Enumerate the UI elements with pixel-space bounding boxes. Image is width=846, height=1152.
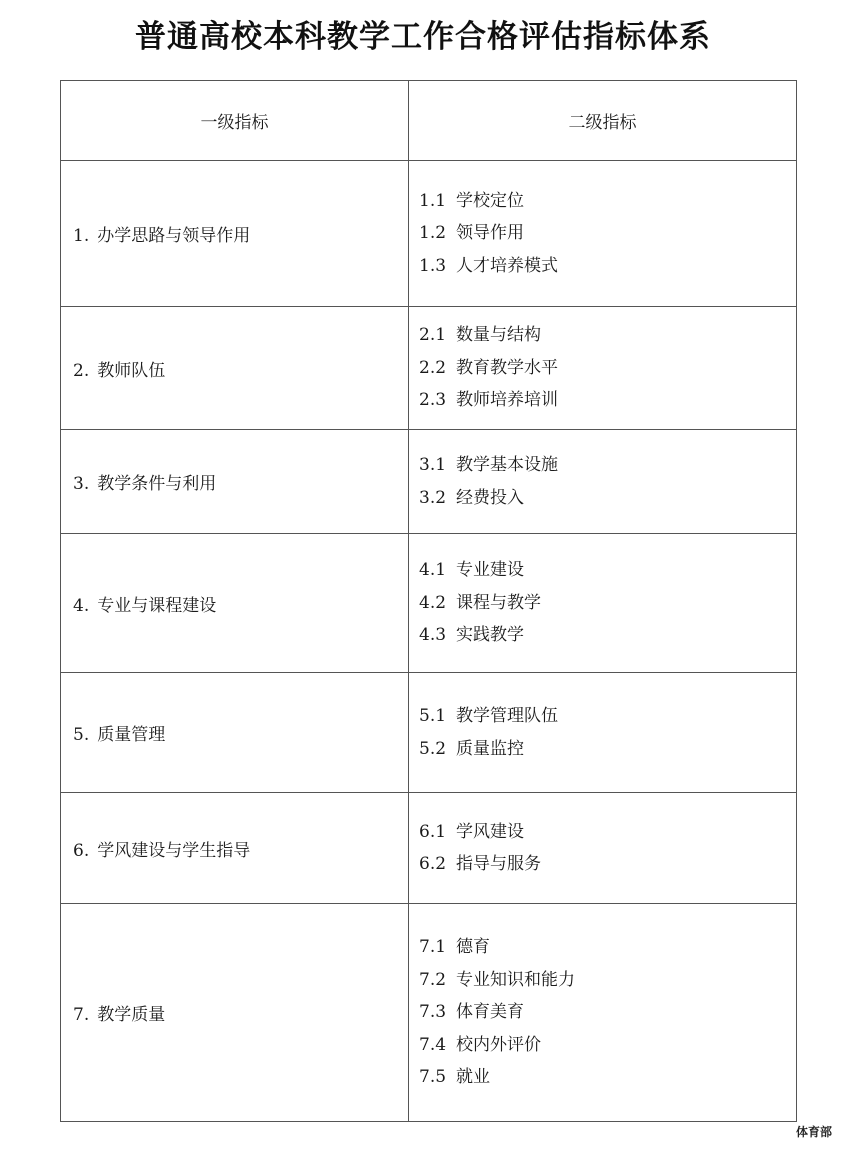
level2-label: 体育美育	[456, 1002, 525, 1023]
level2-cell	[409, 534, 797, 673]
level1-cell	[61, 307, 409, 430]
level2-number: 7.2	[419, 969, 447, 990]
level2-label: 人才培养模式	[456, 255, 559, 276]
level1-label: 教学条件与利用	[97, 474, 217, 494]
level2-number: 2.3	[419, 390, 447, 411]
level2-item	[419, 700, 796, 733]
level2-item	[419, 449, 796, 482]
level2-item	[419, 733, 796, 766]
level1-label: 教学质量	[97, 1005, 166, 1025]
level2-cell	[409, 673, 797, 793]
level2-label: 学校定位	[456, 190, 525, 211]
level2-label: 质量监控	[456, 738, 525, 759]
level2-number: 5.1	[419, 706, 447, 726]
level2-item	[419, 185, 796, 218]
level2-number: 7.3	[419, 1002, 447, 1023]
table-body	[61, 161, 797, 1122]
level2-item	[419, 250, 796, 283]
level1-number: 1.	[73, 226, 90, 246]
level2-label: 教育教学水平	[456, 357, 559, 378]
level2-number: 6.1	[419, 821, 447, 842]
level2-label: 教学管理队伍	[456, 706, 559, 726]
level2-cell	[409, 430, 797, 534]
level2-cell	[409, 793, 797, 904]
level2-item	[419, 816, 796, 849]
table-row	[61, 793, 797, 904]
level2-number: 2.2	[419, 357, 447, 378]
level1-cell	[61, 430, 409, 534]
level1-cell	[61, 534, 409, 673]
watermark-logo: 体育部	[795, 1125, 832, 1139]
index-table	[60, 80, 797, 1122]
level1-label: 专业与课程建设	[97, 595, 217, 616]
level2-label: 实践教学	[456, 625, 525, 646]
table-header-row	[61, 81, 797, 161]
level2-item	[419, 619, 796, 652]
level2-number: 1.1	[419, 190, 447, 211]
level2-label: 德育	[456, 937, 491, 958]
level1-number: 6.	[73, 840, 90, 861]
level2-number: 7.1	[419, 937, 447, 958]
level2-number: 4.3	[419, 625, 447, 646]
level2-label: 指导与服务	[456, 854, 542, 874]
level1-number: 5.	[73, 725, 90, 745]
level2-item	[419, 319, 796, 352]
level2-number: 3.1	[419, 455, 447, 475]
level2-number: 5.2	[419, 738, 447, 759]
level2-item	[419, 482, 796, 515]
level2-label: 专业知识和能力	[456, 969, 576, 990]
level2-item	[419, 352, 796, 385]
level2-cell	[409, 307, 797, 430]
level2-label: 学风建设	[456, 821, 525, 842]
level2-label: 课程与教学	[456, 592, 542, 613]
level2-item	[419, 964, 796, 997]
table-row	[61, 430, 797, 534]
level2-item	[419, 931, 796, 964]
level2-number: 1.3	[419, 255, 447, 276]
level2-item	[419, 996, 796, 1029]
level2-item	[419, 1061, 796, 1094]
level2-number: 7.4	[419, 1034, 447, 1055]
level1-number: 3.	[73, 474, 90, 494]
level2-number: 6.2	[419, 854, 447, 874]
level2-item	[419, 587, 796, 620]
level2-label: 数量与结构	[456, 325, 542, 346]
table-row	[61, 534, 797, 673]
level2-label: 教学基本设施	[456, 455, 559, 475]
level1-cell	[61, 673, 409, 793]
level1-label: 办学思路与领导作用	[97, 226, 251, 246]
level2-label: 教师培养培训	[456, 390, 559, 411]
table-row	[61, 161, 797, 307]
level2-label: 领导作用	[456, 223, 525, 244]
table-row	[61, 673, 797, 793]
column-header-level2: 二级指标	[409, 81, 797, 161]
level2-item	[419, 848, 796, 881]
level2-number: 4.2	[419, 592, 447, 613]
level2-number: 7.5	[419, 1067, 447, 1088]
level1-number: 4.	[73, 595, 90, 616]
level1-cell	[61, 161, 409, 307]
level2-item	[419, 554, 796, 587]
table-row	[61, 904, 797, 1122]
level2-label: 专业建设	[456, 560, 525, 581]
page-title: 普通高校本科教学工作合格评估指标体系	[135, 19, 711, 55]
level2-item	[419, 384, 796, 417]
level2-cell	[409, 904, 797, 1122]
level1-label: 教师队伍	[97, 360, 166, 381]
level2-label: 经费投入	[456, 487, 525, 508]
level1-number: 7.	[73, 1005, 90, 1025]
level2-label: 就业	[456, 1067, 491, 1088]
level2-label: 校内外评价	[456, 1034, 542, 1055]
level2-item	[419, 217, 796, 250]
level2-item	[419, 1029, 796, 1062]
level1-label: 质量管理	[97, 725, 166, 745]
level1-cell	[61, 793, 409, 904]
level1-number: 2.	[73, 360, 90, 381]
level2-number: 1.2	[419, 223, 447, 244]
level2-number: 2.1	[419, 325, 447, 346]
level2-number: 4.1	[419, 560, 447, 581]
column-header-level1: 一级指标	[61, 81, 409, 161]
level2-number: 3.2	[419, 487, 447, 508]
level2-cell	[409, 161, 797, 307]
table-row	[61, 307, 797, 430]
level1-cell	[61, 904, 409, 1122]
level1-label: 学风建设与学生指导	[97, 840, 251, 861]
